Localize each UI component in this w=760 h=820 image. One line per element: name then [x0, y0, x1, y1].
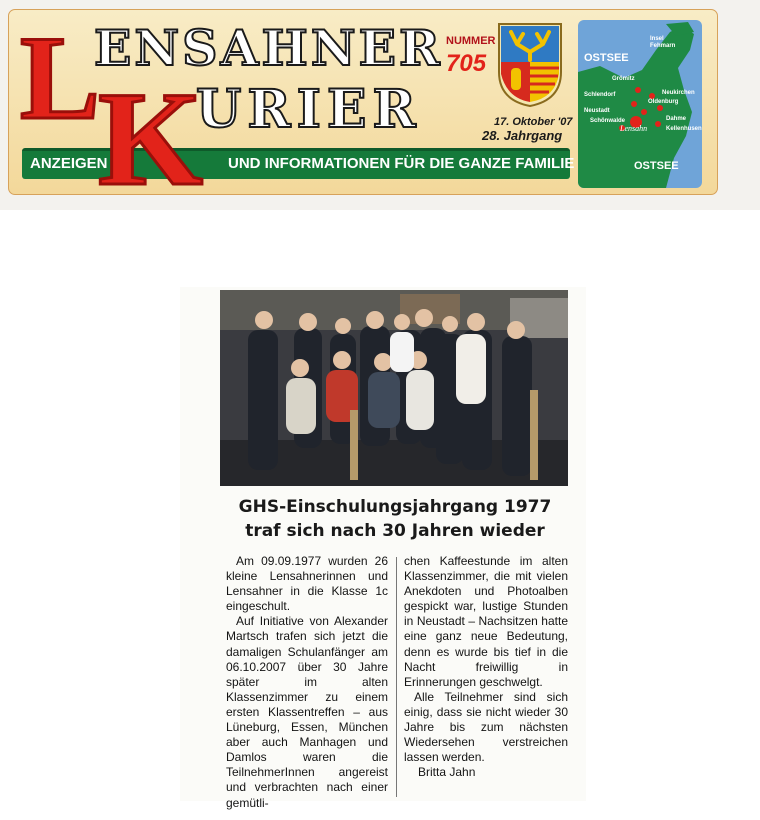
- headline-line-1: GHS-Einschulungsjahrgang 1977: [238, 497, 552, 517]
- article-headline: [222, 495, 568, 543]
- tagline-right: UND INFORMATIONEN FÜR DIE GANZE FAMILIE: [228, 155, 575, 172]
- paragraph: Alle Teilnehmer sind sich einig, dass sie nicht wieder 30 Jahre bis zum nächsten Wiedersehen verstreichen lassen werden.: [404, 689, 568, 765]
- column-divider: [396, 557, 397, 797]
- headline-line-2: traf sich nach 30 Jahren wieder: [245, 521, 545, 541]
- tagline-left: ANZEIGEN: [30, 155, 108, 172]
- article-column-1: [226, 554, 388, 811]
- map-place: Insel Fehmarn: [650, 36, 676, 49]
- newspaper-masthead: [0, 0, 760, 214]
- map-center-town: Lensahn: [620, 124, 648, 133]
- coat-of-arms-icon: [497, 22, 563, 108]
- group-photo: [220, 290, 568, 486]
- title-top: ENSAHNER: [94, 19, 443, 77]
- map-place: Oldenburg: [648, 99, 679, 105]
- issue-date: 17. Oktober '07: [494, 116, 573, 128]
- map-place: Neustadt: [584, 108, 610, 114]
- map-place: Schönwalde: [590, 118, 626, 124]
- map-place: Dahme: [666, 116, 687, 122]
- title-initial-l: L: [20, 11, 101, 144]
- region-map: [578, 20, 702, 188]
- map-place: Neukirchen: [662, 90, 695, 96]
- group-photo-image: [220, 290, 568, 486]
- map-place: Kellenhusen: [666, 126, 702, 132]
- title-bottom: URIER: [196, 79, 422, 140]
- map-place: Schlendorf: [584, 92, 616, 98]
- map-sea-label-top: OSTSEE: [584, 52, 629, 64]
- paragraph: Auf Initiative von Alexander Martsch trafen sich jetzt die damaligen Schulanfänger am 06.10.2007 über 30 Jahre später im alten Klassenzimmer zu einem ersten Klassentreffen – aus Lüneburg, Essen, München aber auch Manhagen und Damlos waren die TeilnehmerInnen angereist und verbrachten nach einer gemütli-: [226, 614, 388, 810]
- issue-number: 705: [446, 50, 487, 77]
- issue-label: NUMMER: [446, 35, 496, 47]
- issue-volume: 28. Jahrgang: [482, 128, 563, 143]
- paragraph: chen Kaffeestunde im alten Klassenzimmer, die mit vielen Anekdoten und Photoalben gespickt war, lustige Stunden in Neustadt – Nachsitzen hatte eine ganz neue Bedeutung, denn es wurde bis tief in die Nacht freiwillig in Erinnerungen geschwelgt.: [404, 554, 568, 689]
- paragraph: Am 09.09.1977 wurden 26 kleine Lensahnerinnen und Lensahner in die Klasse 1c eingeschult.: [226, 554, 388, 614]
- article-column-2: [404, 554, 568, 780]
- map-sea-label-bottom: OSTSEE: [634, 160, 679, 172]
- article-author: Britta Jahn: [418, 765, 476, 780]
- map-place: Grömitz: [612, 76, 635, 82]
- title-initial-k: K: [98, 65, 204, 214]
